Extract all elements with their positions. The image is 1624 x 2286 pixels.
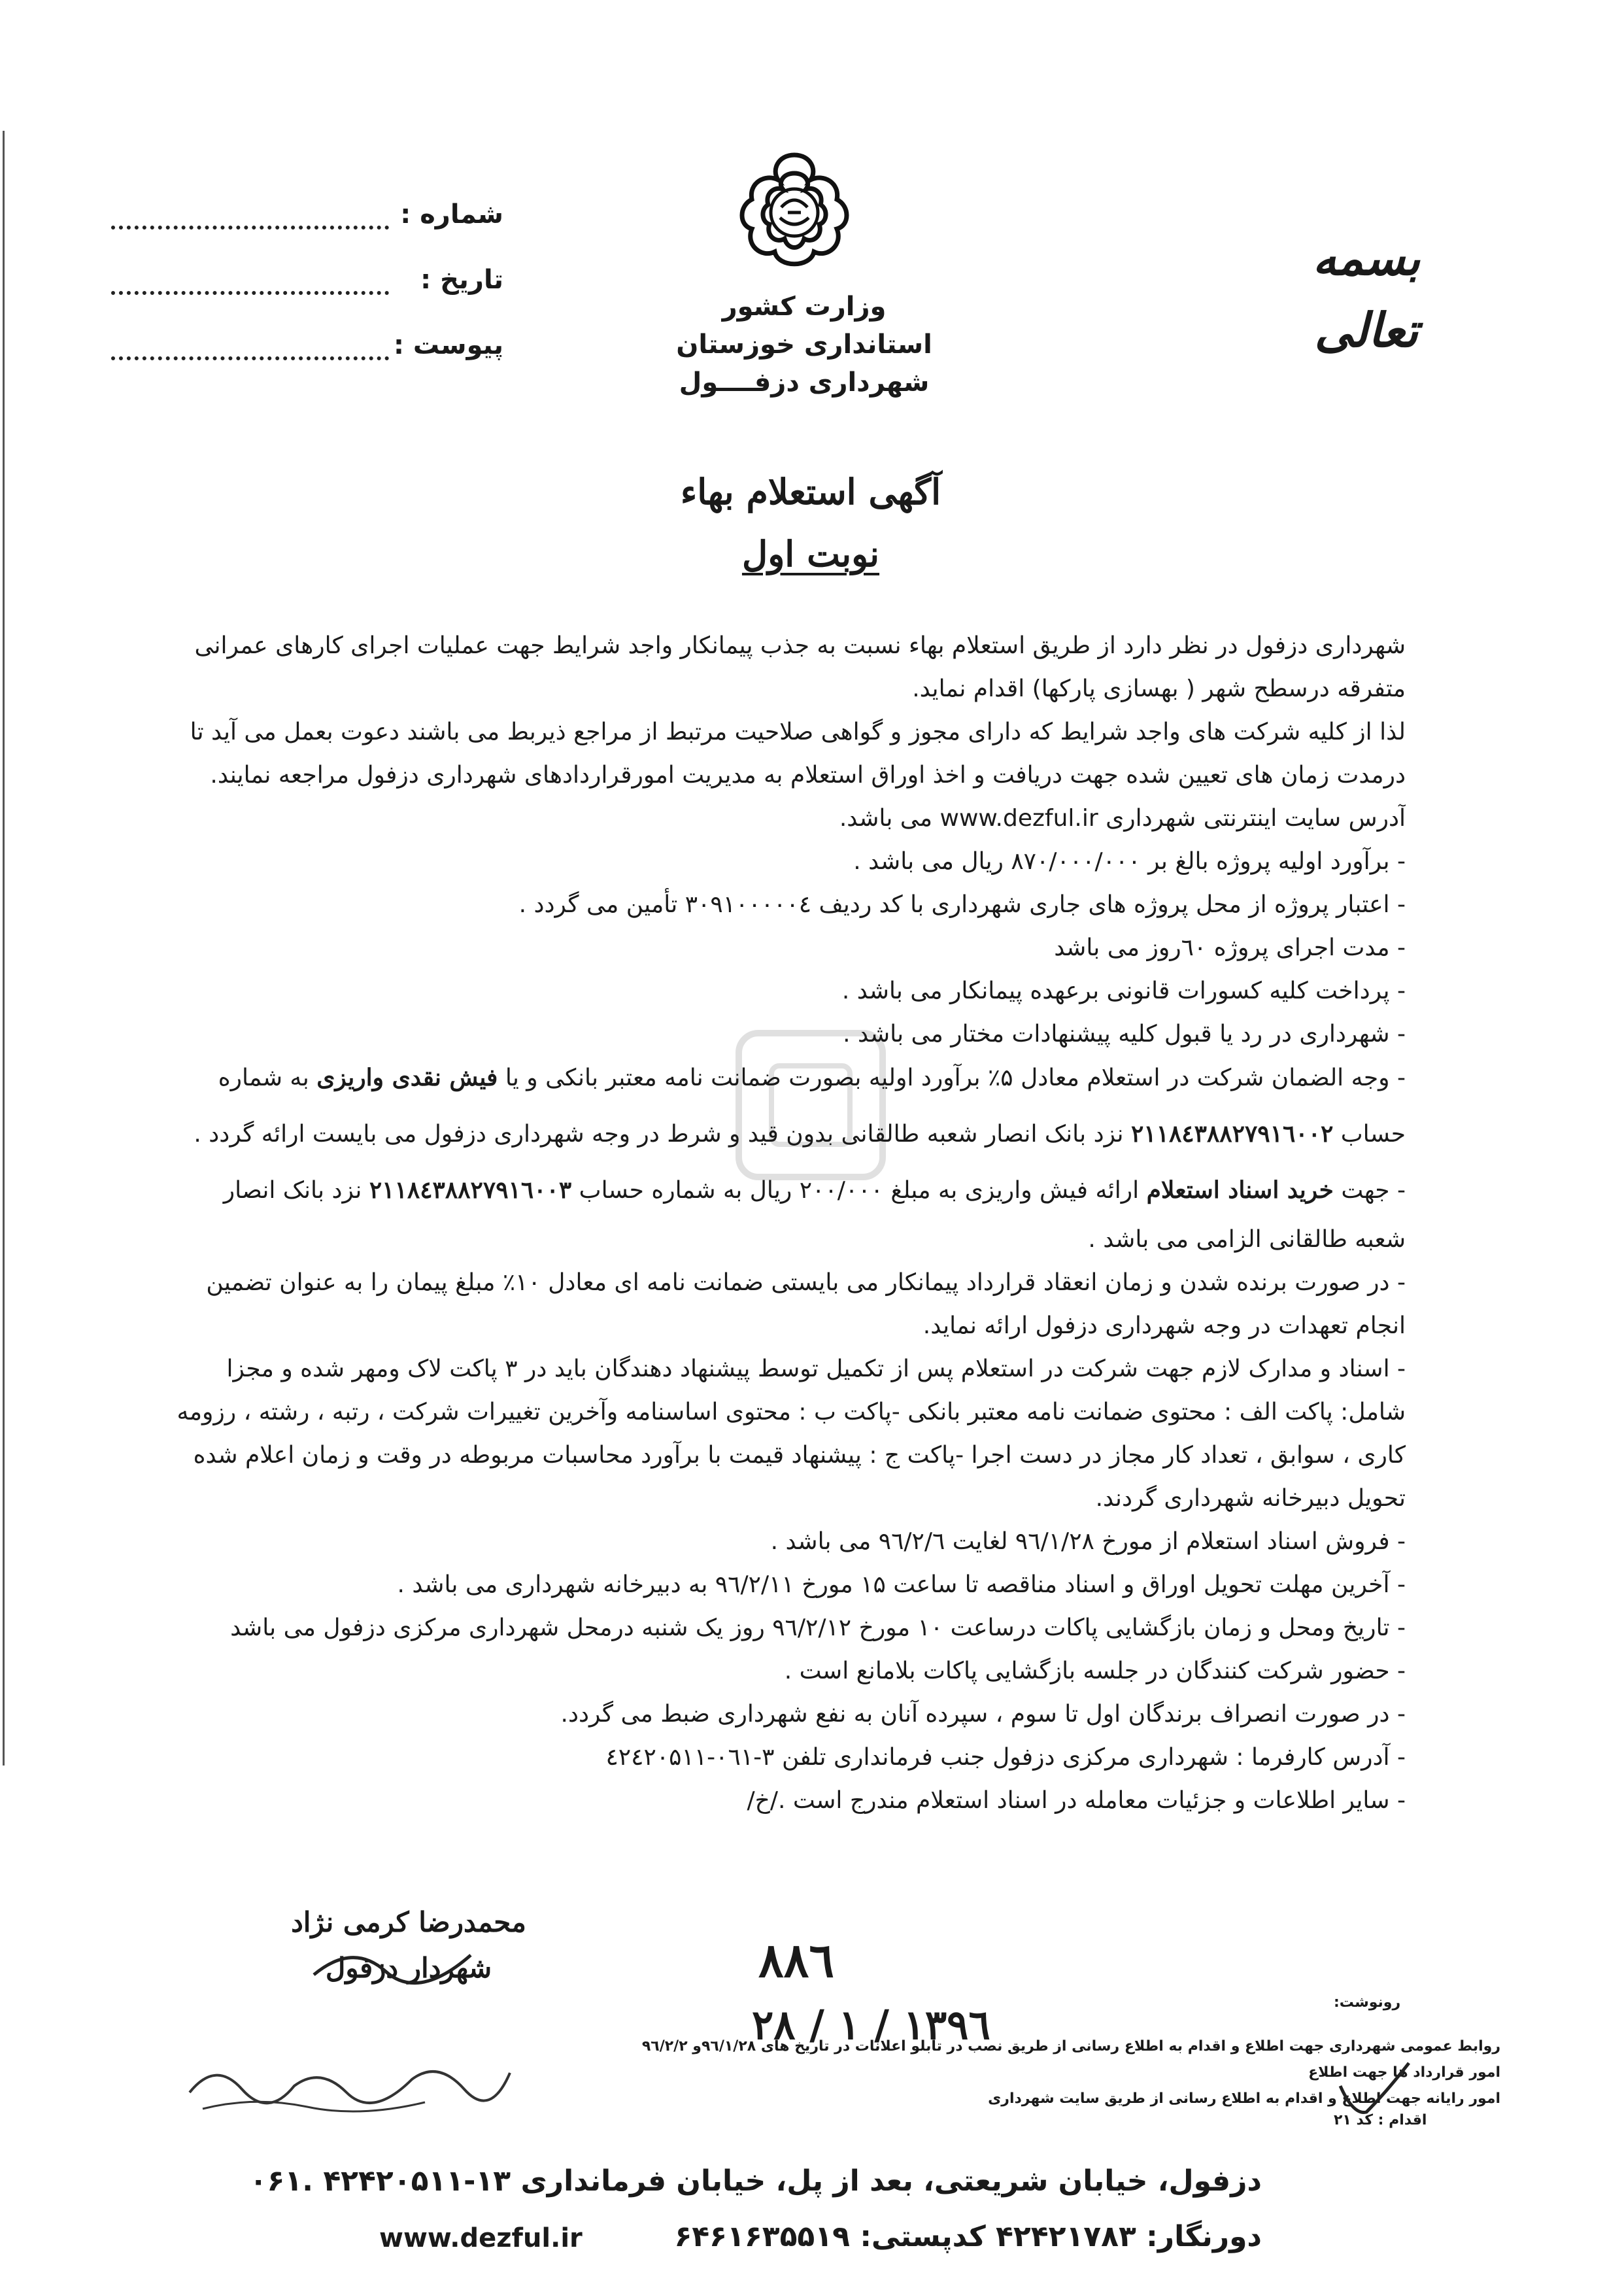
paragraph-line: تحویل دبیرخانه شهرداری گردند. [1095,1485,1406,1512]
paragraph-line: انجام تعهدات در وجه شهرداری دزفول ارائه نماید. [922,1312,1406,1339]
number-label: شماره : [400,199,503,230]
bullet-rejection: - شهرداری در رد یا قبول کلیه پیشنهادات مختار می باشد . [843,1021,1406,1048]
purchase-text-b: ارائه فیش واریزی به مبلغ ۲۰۰/۰۰۰ ریال به شماره حساب [579,1177,1140,1204]
basmala-heading: بسمه تعالی [1312,230,1421,358]
bullet-budget: - اعتبار پروژه از محل پروژه های جاری شهرداری با کد ردیف ۳۰۹۱۰۰۰۰۰٤ تأمین می گردد . [518,891,1406,918]
website-line: آدرس سایت اینترنتی شهرداری www.dezful.ir می باشد. [839,805,1406,832]
bullet-duration: - مدت اجرای پروژه ٦۰روز می باشد [1054,934,1406,961]
paragraph-line: شامل: پاکت الف : محتوی ضمانت نامه معتبر بانکی -پاکت ب : محتوی اساسنامه وآخرین تغییرات شرکت ، رتبه ، رشته ، رزومه [177,1399,1406,1425]
bullet-other-info: - سایر اطلاعات و جزئیات معامله در اسناد استعلام مندرج است ./خ/ [747,1787,1406,1814]
attachment-label: پیوست : [393,330,503,360]
signature-flourish-icon [307,1936,477,1994]
bullet-envelopes: - اسناد و مدارک لازم جهت شرکت در استعلام پس از تکمیل توسط پیشنهاد دهندگان باید در ۳ پاکت لاک ومهر شده و مجزا [226,1356,1406,1382]
notice-subtitle-text: نوبت اول [741,533,880,575]
action-code: اقدام : کد ۲۱ [1334,2112,1427,2128]
attachment-field [111,330,503,369]
notice-title: آگهی استعلام بهاء [680,471,941,513]
cc-item: امور قرارداد ها جهت اطلاع [1308,2064,1500,2081]
number-dotted-line [111,226,389,230]
bullet-withdrawal: - در صورت انصراف برندگان اول تا سوم ، سپرده آنان به نفع شهرداری ضبط می گردد. [560,1701,1406,1728]
bullet-deductions: - پرداخت کلیه کسورات قانونی برعهده پیمانکار می باشد . [841,978,1406,1004]
issuer-block [673,288,935,401]
municipality-name: شهرداری دزفــــول [679,367,930,398]
guarantee-text-a: - وجه الضمان شرکت در استعلام معادل ۵٪ برآورد اولیه بصورت ضمانت نامه معتبر بانکی و یا [505,1065,1406,1091]
bullet-employer-address: - آدرس کارفرما : شهرداری مرکزی دزفول جنب فرمانداری تلفن ۳-۰٦۱-٤۲٤۲۰۵۱۱ [605,1744,1406,1771]
bullet-documents-purchase [177,1169,1406,1212]
bullet-performance-bond: - در صورت برنده شدن و زمان انعقاد قرارداد پیمانکار می بایستی ضمانت نامه ای معادل ۱۰٪ مبلغ پیمان را به عنوان تضمین [206,1269,1406,1296]
paragraph-line: شعبه طالقانی الزامی می باشد . [1088,1226,1406,1253]
purchase-text-c: نزد بانک انصار [223,1177,362,1204]
number-field [111,199,503,239]
bullet-guarantee [177,1056,1406,1099]
notice-body [177,624,1406,1822]
signatory-name: محمدرضا کرمی نژاد [291,1906,526,1938]
handwritten-signature-icon [177,2034,516,2119]
bullet-deadline: - آخرین مهلت تحویل اوراق و اسناد مناقصه تا ساعت ۱۵ مورخ ۹٦/۲/۱۱ به دبیرخانه شهرداری می باشد . [397,1571,1406,1598]
purchase-emphasis: خرید اسناد استعلام [1146,1176,1334,1204]
guarantee-account-suffix: نزد بانک انصار شعبه طالقانی بدون قید و شرط در وجه شهرداری دزفول می بایست ارائه گردد . [194,1121,1124,1148]
date-label: تاریخ : [420,265,503,295]
cash-deposit-emphasis: فیش نقدی واریزی [316,1064,498,1091]
footer-fax-postal: دورنگار: ۴۲۴۲۱۷۸۳ کدپستی: ۶۴۶۱۶۳۵۵۱۹ [674,2220,1262,2253]
purchase-text-a: - جهت [1341,1177,1406,1204]
registration-date-stamp: ۱۳۹٦ / ۱ / ۲۸ [752,2001,990,2049]
registration-number-stamp: ۸۸٦ [758,1932,835,1988]
municipality-logo-icon [729,147,860,278]
notice-subtitle [523,533,1098,575]
check-mark-icon [1334,2060,1412,2119]
paragraph-line: کاری ، سوابق ، تعداد کار مجاز در دست اجرا -پاکت ج : پیشنهاد قیمت با برآورد محاسبات مربوطه در وقت و زمان اعلام شده [193,1442,1406,1469]
footer-website-link[interactable]: www.dezful.ir [379,2223,583,2253]
paragraph-line: متفرقه درسطح شهر ( بهسازی پارکها) اقدام نماید. [912,675,1406,702]
cc-item: امور رایانه جهت اطلاع و اقدام به اطلاع رسانی از طریق سایت شهرداری [988,2090,1500,2107]
bullet-opening: - تاریخ ومحل و زمان بازگشایی پاکات درساعت ۱۰ مورخ ۹٦/۲/۱۲ روز یک شنبه درمحل شهرداری مرکزی دزفول می باشد [230,1614,1406,1641]
guarantee-account-number: ۲۱۱۸٤۳۸۸۲۷۹۱٦۰۰۲ [1130,1120,1334,1148]
cc-heading: رونوشت: [1334,1994,1401,2011]
scan-edge-line [3,131,5,1766]
paragraph-line: لذا از کلیه شرکت های واجد شرایط که دارای مجوز و گواهی صلاحیت مرتبط از مراجع ذیربط می باشند دعوت بعمل می آید تا [190,719,1406,745]
guarantee-text-b: به شماره [218,1065,309,1091]
governorate-name: استانداری خوزستان [676,330,932,360]
bullet-sale-period: - فروش اسناد استعلام از مورخ ۹٦/۱/۲۸ لغایت ۹٦/۲/٦ می باشد . [770,1528,1406,1555]
cc-item: روابط عمومی شهرداری جهت اطلاع و اقدام به اطلاع رسانی از طریق نصب در تابلو اعلانات در تاریخ های ۹٦/۱/۲۸و ۹٦/۲/۲ [641,2038,1500,2055]
paragraph-line: درمدت زمان های تعیین شده جهت دریافت و اخذ اوراق استعلام به مدیریت امورقراردادهای شهرداری دزفول مراجعه نمایند. [210,762,1406,789]
guarantee-account-prefix: حساب [1340,1121,1406,1148]
bullet-attendance: - حضور شرکت کنندگان در جلسه بازگشایی پاکات بلامانع است . [784,1658,1406,1684]
purchase-account-number: ۲۱۱۸٤۳۸۸۲۷۹۱٦۰۰۳ [369,1176,572,1204]
ministry-name: وزارت کشور [722,292,887,322]
attachment-dotted-line [111,356,389,360]
bullet-estimate: - برآورد اولیه پروژه بالغ بر ۸۷۰/۰۰۰/۰۰۰ ریال می باشد . [853,848,1406,875]
footer-address: دزفول، خیابان شریعتی، بعد از پل، خیابان فرمانداری ۱۳-۴۲۴۲۰۵۱۱ .۰۶۱ [249,2164,1262,2198]
signatory-role: شهردار دزفول [325,1952,492,1984]
paragraph-line: شهرداری دزفول در نظر دارد از طریق استعلام بهاء نسبت به جذب پیمانکار واجد شرایط جهت عملیات اجرای کارهای عمرانی [194,632,1406,659]
date-field [111,265,503,304]
date-dotted-line [111,291,389,295]
guarantee-account-line [177,1112,1406,1155]
